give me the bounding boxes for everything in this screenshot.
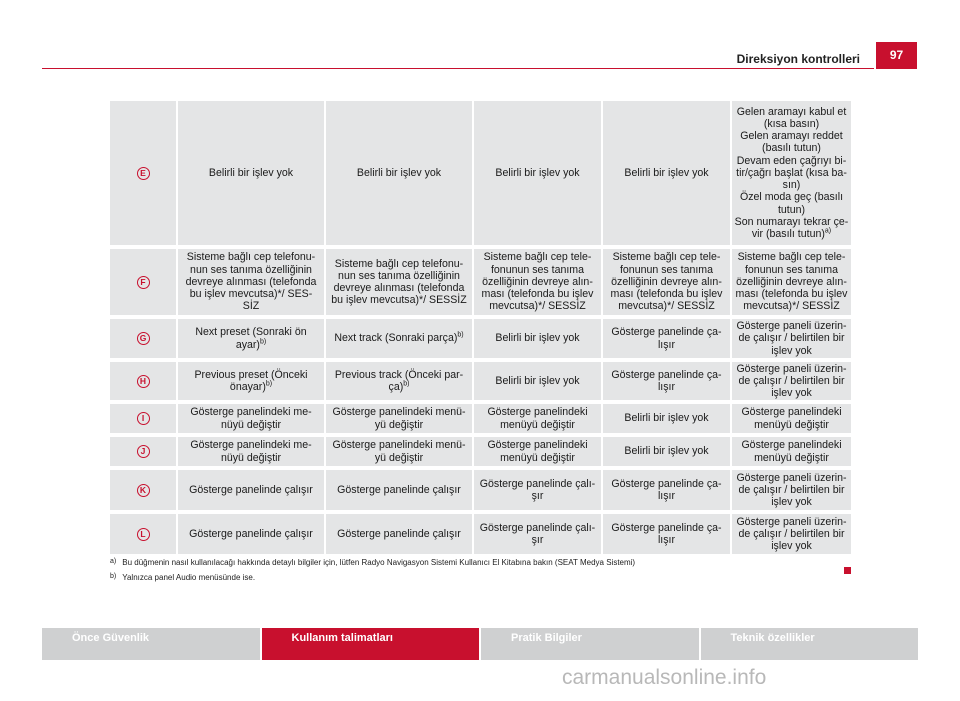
footer-tab-technical[interactable]: Teknik özellikler — [701, 628, 919, 660]
table-cell: Gösterge panelindeki menüyü değiştir — [731, 402, 851, 435]
table-row — [110, 402, 851, 435]
table-cell: Gösterge panelindeki menü- yü değiştir — [325, 435, 473, 468]
table-cell: Gösterge panelinde ça- lışır — [602, 512, 731, 556]
table-cell: Gösterge panelindeki menüyü değiştir — [473, 435, 602, 468]
table-cell: Previous track (Önceki par- ça)$^{b)}$ — [325, 360, 473, 402]
table-cell: Gösterge panelindeki me- nüyü değiştir — [177, 402, 325, 435]
steering-controls-table — [110, 101, 851, 558]
header-rule — [42, 68, 874, 69]
table-cell: Next track (Sonraki parça)$^{b)}$ — [325, 317, 473, 360]
key-marker: L — [137, 528, 150, 541]
table-cell: Gösterge panelindeki menü- yü değiştir — [325, 402, 473, 435]
table-cell: Gösterge paneli üzerin- de çalışır / belirtilen bir işlev yok — [731, 512, 851, 556]
footer-nav — [42, 628, 918, 660]
row-key — [110, 247, 177, 317]
table-cell: Gösterge panelinde ça- lışır — [602, 317, 731, 360]
table-cell: Next preset (Sonraki ön ayar)$^{b)}$ — [177, 317, 325, 360]
row-key — [110, 360, 177, 402]
footnote-ref: b) — [259, 337, 267, 345]
table-row — [110, 360, 851, 402]
table-cell: Gösterge panelindeki menüyü değiştir — [473, 402, 602, 435]
table-cell: Belirli bir işlev yok — [177, 101, 325, 247]
table-cell: Sisteme bağlı cep tele- fonunun ses tanıma özelliğinin devreye alın- ması (telefonda bu işlev mevcutsa)*/ SESSİZ — [731, 247, 851, 317]
table-cell: Gösterge panelinde çalışır — [325, 468, 473, 512]
key-marker: G — [137, 332, 150, 345]
table-cell: Belirli bir işlev yok — [602, 402, 731, 435]
footnote — [110, 573, 255, 582]
row-key — [110, 435, 177, 468]
table-cell: Belirli bir işlev yok — [602, 435, 731, 468]
footer-tab-practical[interactable]: Pratik Bilgiler — [481, 628, 699, 660]
key-marker: K — [137, 484, 150, 497]
page-header — [0, 42, 960, 68]
key-marker: H — [137, 375, 150, 388]
footnote-mark: a) — [110, 558, 117, 565]
table-row — [110, 101, 851, 247]
table-cell: Gösterge panelinde çalı- şır — [473, 512, 602, 556]
table-cell: Gösterge panelinde çalı- şır — [473, 468, 602, 512]
section-title: Direksiyon kontrolleri — [736, 52, 860, 66]
table-cell: Sisteme bağlı cep telefonu- nun ses tanıma özelliğinin devreye alınması (telefonda bu işlev mevcutsa)*/ SES- SİZ — [177, 247, 325, 317]
footnote-mark: b) — [110, 573, 117, 580]
row-key — [110, 468, 177, 512]
watermark: carmanualsonline.info — [562, 666, 767, 689]
key-marker: I — [137, 412, 150, 425]
row-key — [110, 512, 177, 556]
table-cell: Belirli bir işlev yok — [473, 101, 602, 247]
footer-tab-safety[interactable]: Önce Güvenlik — [42, 628, 260, 660]
footer-tab-operation[interactable]: Kullanım talimatları — [262, 628, 480, 660]
key-marker: E — [137, 167, 150, 180]
table-row — [110, 247, 851, 317]
footnote-ref: b) — [403, 380, 410, 388]
table-cell: Gösterge paneli üzerin- de çalışır / belirtilen bir işlev yok — [731, 317, 851, 360]
footnote-text: Bu düğmenin nasıl kullanılacağı hakkında detaylı bilgiler için, lütfen Radyo Navigasyon Sistemi Kullanıcı El Kitabına bakın (SEAT Medya Sistemi) — [122, 558, 636, 567]
table-cell: Sisteme bağlı cep telefonu- nun ses tanıma özelliğinin devreye alınması (telefonda bu işlev mevcutsa)*/ SESSİZ — [325, 247, 473, 317]
table-cell: Gösterge panelinde ça- lışır — [602, 360, 731, 402]
footnote — [110, 558, 635, 567]
table-cell: Gösterge paneli üzerin- de çalışır / belirtilen bir işlev yok — [731, 360, 851, 402]
section-end-marker — [844, 567, 851, 574]
footnote-ref: a) — [824, 227, 832, 235]
table-cell: Gösterge panelindeki me- nüyü değiştir — [177, 435, 325, 468]
page-number: 97 — [876, 42, 917, 69]
table-cell: Belirli bir işlev yok — [325, 101, 473, 247]
key-marker: J — [137, 445, 150, 458]
table-cell: Gösterge panelindeki menüyü değiştir — [731, 435, 851, 468]
table-cell: Belirli bir işlev yok — [473, 360, 602, 402]
table-cell: Gösterge panelinde çalışır — [177, 468, 325, 512]
table-row — [110, 317, 851, 360]
table-cell: Belirli bir işlev yok — [602, 101, 731, 247]
table-row — [110, 468, 851, 512]
table-cell: Gösterge panelinde çalışır — [177, 512, 325, 556]
table-row — [110, 435, 851, 468]
row-key — [110, 101, 177, 247]
table-row — [110, 512, 851, 556]
table-cell: Sisteme bağlı cep tele- fonunun ses tanıma özelliğinin devreye alın- ması (telefonda bu işlev mevcutsa)*/ SESSİZ — [602, 247, 731, 317]
footnote-ref: b) — [265, 380, 273, 388]
row-key — [110, 317, 177, 360]
table-cell: Gösterge panelinde ça- lışır — [602, 468, 731, 512]
key-marker: F — [137, 276, 150, 289]
table-cell: Gösterge paneli üzerin- de çalışır / belirtilen bir işlev yok — [731, 468, 851, 512]
table-cell: Sisteme bağlı cep tele- fonunun ses tanıma özelliğinin devreye alın- ması (telefonda bu işlev mevcutsa)*/ SESSİZ — [473, 247, 602, 317]
table-cell: Gelen aramayı kabul et (kısa basın) Gelen aramayı reddet (basılı tutun) Devam eden çağrıyı bi- tir/çağrı başlat (kısa ba- sın) Özel moda geç (basılı tutun) Son numarayı tekrar çe- vir (basılı tutun)$^{a)}$ — [731, 101, 851, 247]
footnote-text: Yalnızca panel Audio menüsünde ise. — [122, 573, 256, 582]
table-cell: Gösterge panelinde çalışır — [325, 512, 473, 556]
row-key — [110, 402, 177, 435]
table-cell: Previous preset (Önceki önayar)$^{b)}$ — [177, 360, 325, 402]
footnote-ref: b) — [457, 331, 464, 339]
table-cell: Belirli bir işlev yok — [473, 317, 602, 360]
